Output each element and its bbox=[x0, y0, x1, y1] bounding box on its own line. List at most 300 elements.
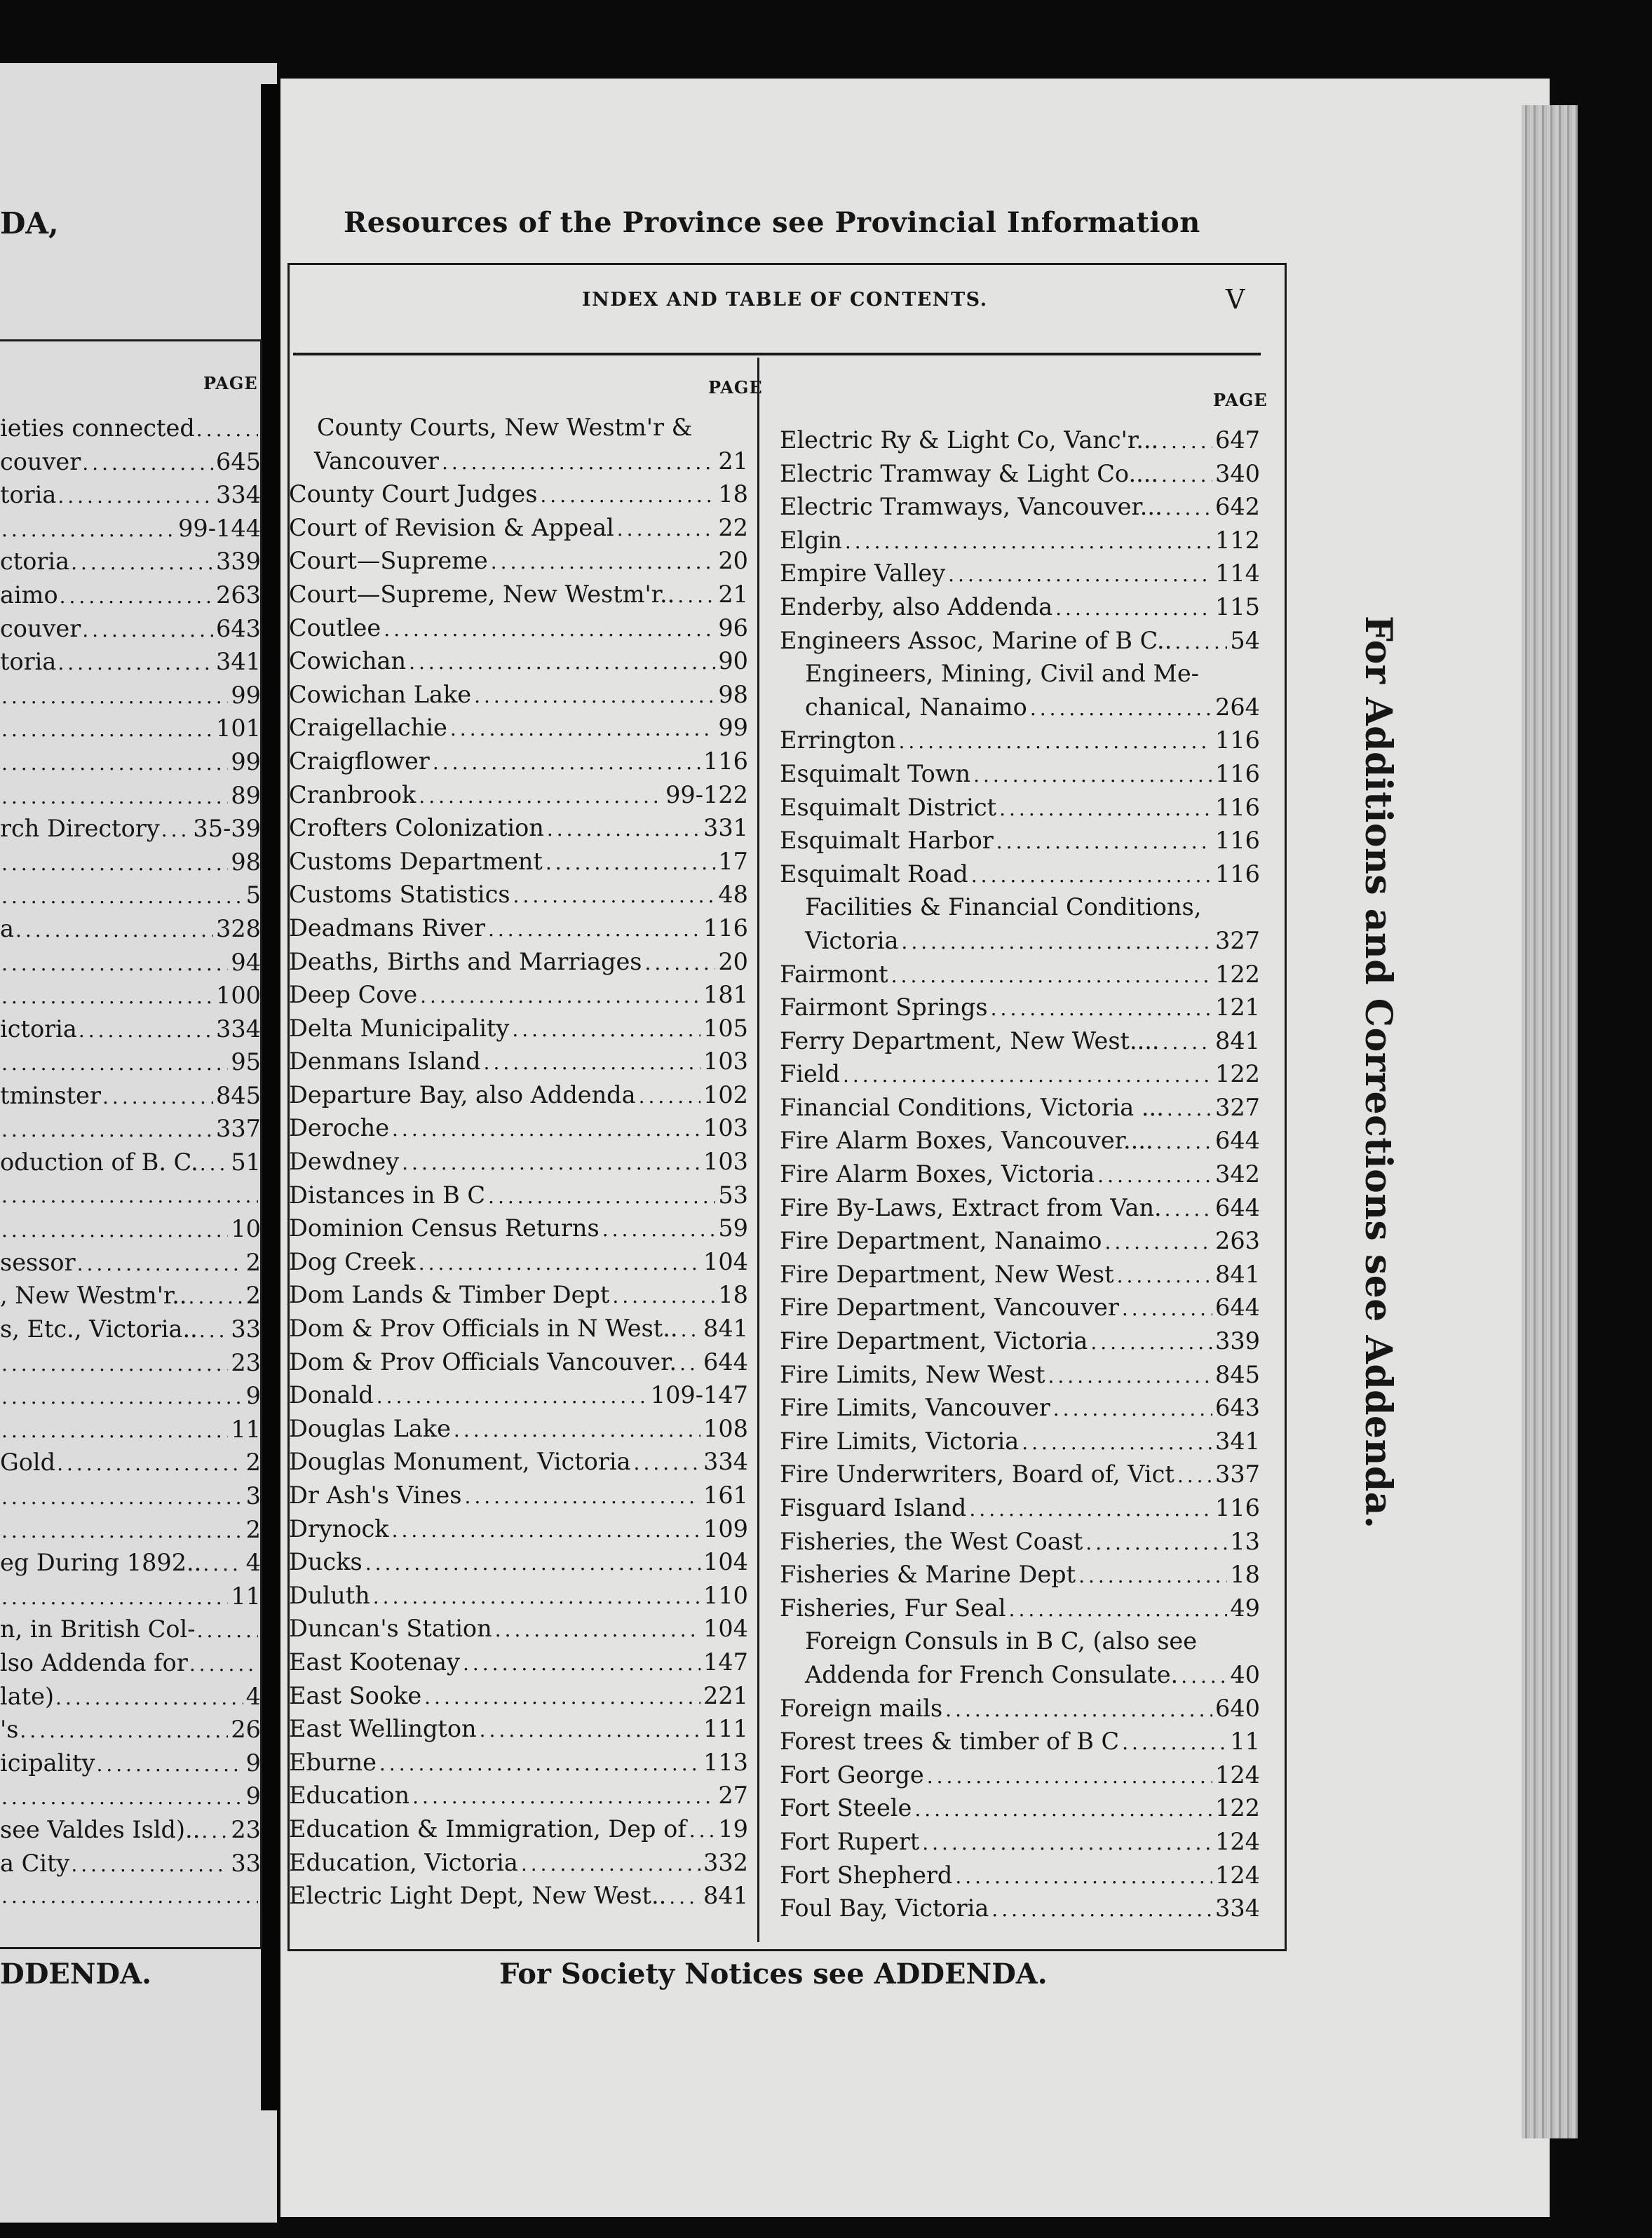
dot-leader bbox=[1161, 425, 1212, 459]
dot-leader bbox=[677, 579, 715, 613]
entry-page-number: 103 bbox=[703, 1148, 748, 1176]
entry-title: Ducks bbox=[289, 1548, 363, 1576]
dot-leader bbox=[639, 1080, 700, 1113]
left-running-head: DA, bbox=[0, 206, 59, 240]
entry-page-number: 116 bbox=[1215, 827, 1260, 855]
index-entry bbox=[780, 657, 1260, 691]
entry-title: ictoria bbox=[0, 1015, 77, 1043]
index-entry bbox=[780, 1224, 1260, 1258]
dot-leader bbox=[1, 1113, 213, 1147]
dot-leader bbox=[200, 1147, 229, 1181]
dot-leader bbox=[1, 1047, 228, 1080]
dot-leader bbox=[201, 1815, 228, 1848]
entry-title: East Kootenay bbox=[289, 1648, 460, 1676]
index-entry bbox=[780, 1658, 1260, 1692]
dot-leader bbox=[420, 979, 700, 1013]
entry-title: Ferry Department, New West.... bbox=[780, 1026, 1160, 1054]
entry-title: sessor bbox=[0, 1248, 76, 1276]
entry-page-number: 11 bbox=[1230, 1728, 1260, 1756]
entry-title: Fire Limits, New West bbox=[780, 1360, 1045, 1388]
entry-page-number: 90 bbox=[718, 647, 748, 675]
dot-leader bbox=[991, 992, 1212, 1026]
index-entry bbox=[289, 945, 748, 979]
dot-leader bbox=[1, 1414, 228, 1448]
entry-page-number: 105 bbox=[703, 1014, 748, 1042]
index-entry bbox=[0, 879, 261, 912]
index-entry bbox=[0, 545, 261, 578]
index-entry bbox=[289, 1045, 748, 1078]
entry-title: a bbox=[0, 914, 14, 942]
left-page-column bbox=[0, 412, 261, 1913]
index-entry bbox=[780, 1725, 1260, 1758]
dot-leader bbox=[373, 1580, 700, 1614]
dot-leader bbox=[1, 1581, 228, 1615]
entry-page-number: 48 bbox=[718, 881, 748, 909]
index-entry bbox=[289, 544, 748, 578]
entry-page-number: 640 bbox=[1215, 1694, 1260, 1722]
entry-title: Fire Limits, Vancouver bbox=[780, 1394, 1050, 1422]
entry-page-number: 328 bbox=[216, 914, 261, 942]
entry-title: 's bbox=[0, 1716, 19, 1744]
index-entry bbox=[0, 1713, 261, 1747]
entry-title: Duluth bbox=[289, 1581, 370, 1609]
dot-leader bbox=[1165, 1193, 1212, 1226]
index-entry bbox=[289, 1179, 748, 1212]
dot-leader bbox=[79, 1014, 213, 1047]
entry-title: Dr Ash's Vines bbox=[289, 1481, 462, 1509]
index-entry bbox=[0, 1212, 261, 1246]
dot-leader bbox=[669, 1880, 700, 1914]
dot-leader bbox=[57, 1447, 243, 1481]
entry-page-number: 116 bbox=[1215, 726, 1260, 754]
entry-title: Errington bbox=[780, 726, 896, 754]
index-entry bbox=[289, 1679, 748, 1713]
index-entry bbox=[0, 612, 261, 646]
entry-page-number: 841 bbox=[1215, 1026, 1260, 1054]
index-entry bbox=[289, 845, 748, 879]
entry-page-number: 341 bbox=[1215, 1427, 1260, 1455]
index-entry bbox=[289, 1078, 748, 1112]
entry-page-number: 104 bbox=[703, 1615, 748, 1643]
index-entry bbox=[0, 745, 261, 779]
dot-leader bbox=[901, 925, 1212, 959]
index-entry bbox=[0, 812, 261, 846]
entry-title: toria bbox=[0, 648, 57, 676]
entry-title: East Sooke bbox=[289, 1681, 422, 1709]
entry-page-number: 342 bbox=[1215, 1160, 1260, 1188]
entry-title: East Wellington bbox=[289, 1715, 477, 1743]
index-entry bbox=[289, 1145, 748, 1179]
dot-leader bbox=[57, 480, 213, 513]
index-entry bbox=[289, 1245, 748, 1279]
dot-leader bbox=[102, 1080, 213, 1114]
dot-leader bbox=[612, 1280, 715, 1313]
index-entry bbox=[780, 1758, 1260, 1792]
index-entry bbox=[780, 757, 1260, 791]
index-entry bbox=[289, 1545, 748, 1579]
entry-page-number: 2 bbox=[245, 1449, 261, 1477]
entry-title: Fisheries, the West Coast bbox=[780, 1527, 1083, 1555]
entry-title: Electric Light Dept, New West.. bbox=[289, 1882, 667, 1910]
entry-page-number: 9 bbox=[245, 1749, 261, 1777]
entry-title: Facilities & Financial Conditions, bbox=[805, 893, 1202, 921]
entry-page-number: 116 bbox=[1215, 793, 1260, 821]
entry-title: Fire Alarm Boxes, Vancouver.... bbox=[780, 1127, 1153, 1155]
index-entry bbox=[780, 691, 1260, 724]
dot-leader bbox=[1163, 1026, 1212, 1059]
index-entry bbox=[289, 1746, 748, 1779]
entry-page-number: 334 bbox=[703, 1448, 748, 1476]
entry-title: Dog Creek bbox=[289, 1247, 416, 1275]
dot-leader bbox=[1, 1214, 228, 1247]
entry-title: Drynock bbox=[289, 1514, 389, 1542]
dot-leader bbox=[1122, 1726, 1227, 1760]
index-entry bbox=[0, 712, 261, 745]
index-entry bbox=[780, 1892, 1260, 1925]
dot-leader bbox=[1177, 1459, 1212, 1493]
entry-page-number: 647 bbox=[1215, 426, 1260, 454]
dot-leader bbox=[679, 1347, 700, 1381]
index-entry bbox=[289, 1812, 748, 1846]
page-edges bbox=[1522, 105, 1578, 2138]
dot-leader bbox=[922, 1826, 1212, 1860]
index-entry bbox=[289, 1412, 748, 1446]
entry-title: Customs Department bbox=[289, 847, 543, 875]
entry-title: s, Etc., Victoria.. bbox=[0, 1315, 198, 1343]
dot-leader bbox=[82, 613, 213, 647]
dot-leader bbox=[996, 825, 1212, 859]
entry-page-number: 21 bbox=[718, 580, 748, 608]
entry-page-number: 645 bbox=[216, 447, 261, 475]
entry-title: ieties connected bbox=[0, 414, 195, 442]
index-entry bbox=[780, 490, 1260, 524]
entry-page-number: 334 bbox=[1215, 1894, 1260, 1922]
index-entry bbox=[289, 1879, 748, 1913]
dot-leader bbox=[199, 1314, 229, 1348]
dot-leader bbox=[1165, 491, 1212, 525]
entry-title: Field bbox=[780, 1060, 840, 1088]
dot-leader bbox=[57, 646, 213, 680]
index-entry bbox=[0, 1779, 261, 1813]
entry-page-number: 841 bbox=[703, 1882, 748, 1910]
index-entry bbox=[780, 1124, 1260, 1158]
entry-page-number: 263 bbox=[216, 581, 261, 609]
dot-leader bbox=[60, 580, 213, 613]
entry-page-number: 181 bbox=[703, 981, 748, 1009]
entry-title: Fire Department, Victoria bbox=[780, 1327, 1088, 1355]
index-entry bbox=[780, 1692, 1260, 1725]
entry-page-number: 18 bbox=[718, 1281, 748, 1309]
entry-title: Fisheries & Marine Dept bbox=[780, 1561, 1076, 1589]
entry-title: Electric Tramway & Light Co.... bbox=[780, 459, 1159, 487]
index-entry bbox=[0, 1479, 261, 1513]
entry-page-number: 264 bbox=[1215, 693, 1260, 721]
entry-page-number: 40 bbox=[1230, 1660, 1260, 1688]
dot-leader bbox=[1174, 625, 1227, 659]
index-entry bbox=[780, 1491, 1260, 1525]
entry-title: Esquimalt Road bbox=[780, 860, 968, 888]
entry-title: Deep Cove bbox=[289, 981, 418, 1009]
entry-page-number: 642 bbox=[1215, 493, 1260, 521]
index-entry bbox=[780, 1024, 1260, 1058]
index-title: INDEX AND TABLE OF CONTENTS. bbox=[582, 289, 988, 311]
dot-leader bbox=[15, 914, 213, 947]
index-entry bbox=[289, 1512, 748, 1546]
dot-leader bbox=[384, 613, 715, 646]
entry-title: Fire Alarm Boxes, Victoria bbox=[780, 1160, 1095, 1188]
entry-title: rch Directory bbox=[0, 815, 160, 843]
entry-title: Delta Municipality bbox=[289, 1014, 510, 1042]
dot-leader bbox=[1, 1781, 243, 1815]
dot-leader bbox=[602, 1213, 716, 1247]
entry-page-number: 13 bbox=[1230, 1527, 1260, 1555]
index-entry bbox=[289, 1646, 748, 1679]
entry-page-number: 116 bbox=[1215, 1494, 1260, 1521]
entry-title: Fort Shepherd bbox=[780, 1861, 953, 1889]
entry-title: couver bbox=[0, 614, 81, 642]
dot-leader bbox=[1167, 1092, 1212, 1126]
entry-page-number: 122 bbox=[1215, 1060, 1260, 1088]
entry-title: Craigflower bbox=[289, 747, 430, 775]
left-column-page-label: PAGE bbox=[708, 377, 763, 398]
index-entry bbox=[780, 1791, 1260, 1825]
dot-leader bbox=[71, 1848, 228, 1882]
entry-title: Foul Bay, Victoria bbox=[780, 1894, 989, 1922]
entry-title: Crofters Colonization bbox=[289, 814, 544, 842]
dot-leader bbox=[196, 413, 258, 447]
entry-page-number: 104 bbox=[703, 1247, 748, 1275]
dot-leader bbox=[1, 1481, 243, 1514]
index-entry bbox=[289, 578, 748, 611]
dot-leader bbox=[547, 813, 700, 846]
index-entry bbox=[780, 1558, 1260, 1592]
index-entry bbox=[0, 645, 261, 679]
entry-title: Fort Steele bbox=[780, 1794, 912, 1822]
entry-page-number: 4 bbox=[245, 1549, 261, 1577]
entry-title: Addenda for French Consulate. bbox=[805, 1660, 1179, 1688]
dot-leader bbox=[898, 725, 1212, 759]
entry-page-number: 19 bbox=[718, 1815, 748, 1843]
index-entry bbox=[780, 791, 1260, 825]
entry-page-number: 49 bbox=[1230, 1594, 1260, 1622]
dot-leader bbox=[1, 513, 175, 547]
entry-title: Fire By-Laws, Extract from Van. bbox=[780, 1193, 1162, 1221]
entry-title: Deroche bbox=[289, 1114, 390, 1142]
dot-leader bbox=[365, 1547, 700, 1580]
entry-title: County Court Judges bbox=[289, 480, 538, 508]
index-entry bbox=[780, 1625, 1260, 1658]
entry-title: eg During 1892.. bbox=[0, 1549, 202, 1577]
index-entry bbox=[289, 778, 748, 812]
index-entry bbox=[0, 1279, 261, 1313]
index-entry bbox=[780, 1324, 1260, 1358]
entry-page-number: 116 bbox=[1215, 759, 1260, 787]
index-entry bbox=[0, 445, 261, 479]
entry-title: aimo bbox=[0, 581, 58, 609]
index-entry bbox=[0, 412, 261, 445]
index-entry bbox=[780, 1458, 1260, 1491]
entry-page-number: 334 bbox=[216, 1015, 261, 1043]
dot-leader bbox=[464, 1480, 700, 1514]
entry-page-number: 339 bbox=[1215, 1327, 1260, 1355]
index-entry bbox=[0, 846, 261, 879]
index-entry bbox=[0, 512, 261, 545]
entry-page-number: 332 bbox=[703, 1848, 748, 1876]
index-entry bbox=[289, 1445, 748, 1479]
entry-title: tminster bbox=[0, 1081, 102, 1109]
dot-leader bbox=[1, 847, 228, 881]
index-entry bbox=[780, 924, 1260, 958]
dot-leader bbox=[480, 1714, 700, 1747]
dot-leader bbox=[617, 513, 716, 546]
entry-title: Deaths, Births and Marriages bbox=[289, 947, 642, 975]
entry-title: Gold bbox=[0, 1449, 56, 1477]
dot-leader bbox=[1085, 1526, 1227, 1560]
index-entry bbox=[289, 1712, 748, 1746]
index-entry bbox=[0, 1747, 261, 1780]
entry-page-number: 101 bbox=[216, 714, 261, 742]
entry-title: Court—Supreme, New Westm'r.. bbox=[289, 580, 675, 608]
dot-leader bbox=[1161, 459, 1212, 492]
index-entry bbox=[0, 1045, 261, 1079]
index-entry bbox=[780, 1158, 1260, 1191]
dot-leader bbox=[450, 712, 715, 746]
entry-page-number: 18 bbox=[718, 480, 748, 508]
dot-leader bbox=[1090, 1326, 1212, 1359]
dot-leader bbox=[945, 1693, 1212, 1727]
index-entry bbox=[289, 878, 748, 911]
entry-title: Esquimalt Town bbox=[780, 759, 971, 787]
dot-leader bbox=[1078, 1559, 1227, 1593]
entry-page-number: 116 bbox=[703, 747, 748, 775]
index-entry bbox=[289, 745, 748, 778]
entry-page-number: 23 bbox=[231, 1815, 261, 1843]
dot-leader bbox=[1097, 1159, 1212, 1193]
dot-leader bbox=[645, 947, 716, 980]
dot-leader bbox=[189, 1280, 243, 1314]
entry-page-number: 99-144 bbox=[178, 514, 261, 542]
index-entry bbox=[780, 1525, 1260, 1559]
entry-title: Vancouver bbox=[314, 447, 439, 475]
index-entry bbox=[289, 644, 748, 678]
entry-page-number: 98 bbox=[718, 680, 748, 708]
index-entry bbox=[780, 1291, 1260, 1324]
entry-title: Douglas Lake bbox=[289, 1414, 451, 1442]
entry-page-number: 263 bbox=[1215, 1227, 1260, 1255]
entry-title: Victoria bbox=[805, 926, 899, 954]
index-entry bbox=[780, 890, 1260, 924]
index-entry bbox=[780, 457, 1260, 491]
entry-page-number: 17 bbox=[718, 847, 748, 875]
index-entry bbox=[289, 1579, 748, 1613]
entry-title: Dom Lands & Timber Dept bbox=[289, 1281, 610, 1309]
entry-title: Eburne bbox=[289, 1748, 377, 1776]
entry-page-number: 845 bbox=[1215, 1360, 1260, 1388]
index-entry bbox=[0, 1613, 261, 1646]
dot-leader bbox=[20, 1714, 228, 1748]
index-entry bbox=[0, 912, 261, 946]
index-entry bbox=[780, 1592, 1260, 1625]
index-entry bbox=[289, 811, 748, 845]
index-entry bbox=[0, 1580, 261, 1613]
entry-page-number: 327 bbox=[1215, 1093, 1260, 1121]
entry-page-number: 102 bbox=[703, 1080, 748, 1108]
dot-leader bbox=[845, 525, 1212, 559]
entry-page-number: 2 bbox=[245, 1515, 261, 1543]
index-entry bbox=[0, 1379, 261, 1413]
entry-title: Dom & Prov Officials in N West.. bbox=[289, 1315, 678, 1343]
entry-title: Esquimalt Harbor bbox=[780, 827, 994, 855]
entry-title: Empire Valley bbox=[780, 560, 946, 588]
dot-leader bbox=[409, 646, 715, 679]
entry-page-number: 103 bbox=[703, 1047, 748, 1076]
entry-page-number: 337 bbox=[1215, 1460, 1260, 1488]
dot-leader bbox=[1, 980, 213, 1014]
index-entry bbox=[780, 624, 1260, 658]
index-entry bbox=[780, 423, 1260, 457]
dot-leader bbox=[927, 1760, 1212, 1793]
dot-leader bbox=[1055, 592, 1212, 625]
entry-page-number: 99 bbox=[718, 714, 748, 742]
dot-leader bbox=[973, 759, 1212, 792]
entry-page-number: 109 bbox=[703, 1514, 748, 1542]
index-right-column bbox=[780, 423, 1260, 1925]
entry-page-number: 27 bbox=[718, 1782, 748, 1810]
entry-title: Coutlee bbox=[289, 613, 381, 642]
index-entry bbox=[780, 1859, 1260, 1892]
entry-page-number: 33 bbox=[231, 1849, 261, 1877]
dot-leader bbox=[412, 1780, 715, 1814]
right-column-page-label: PAGE bbox=[1213, 390, 1268, 410]
dot-leader bbox=[491, 545, 716, 579]
entry-page-number: 100 bbox=[216, 982, 261, 1010]
index-entry bbox=[780, 1091, 1260, 1125]
entry-page-number: 124 bbox=[1215, 1827, 1260, 1855]
entry-title: Fire Limits, Victoria bbox=[780, 1427, 1020, 1455]
entry-page-number: 644 bbox=[703, 1348, 748, 1376]
dot-leader bbox=[1, 1348, 228, 1381]
entry-title: Education, Victoria bbox=[289, 1848, 518, 1876]
entry-page-number: 2 bbox=[245, 1282, 261, 1310]
entry-page-number: 122 bbox=[1215, 960, 1260, 988]
entry-page-number: 116 bbox=[703, 914, 748, 942]
entry-page-number: 96 bbox=[718, 613, 748, 642]
dot-leader bbox=[392, 1113, 700, 1146]
dot-leader bbox=[689, 1814, 716, 1847]
entry-title: Fire Department, New West bbox=[780, 1260, 1114, 1288]
index-entry bbox=[289, 1345, 748, 1379]
entry-page-number: 334 bbox=[216, 481, 261, 509]
entry-title: Engineers, Mining, Civil and Me- bbox=[805, 660, 1199, 688]
entry-title: Electric Tramways, Vancouver... bbox=[780, 493, 1163, 521]
entry-page-number: 18 bbox=[1230, 1561, 1260, 1589]
entry-title: Fire Department, Nanaimo bbox=[780, 1227, 1102, 1255]
running-head: Resources of the Province see Provincial Information bbox=[344, 206, 1200, 239]
index-entry bbox=[780, 1425, 1260, 1458]
entry-title: Fort Rupert bbox=[780, 1827, 920, 1855]
dot-leader bbox=[999, 792, 1212, 826]
index-entry bbox=[780, 1391, 1260, 1425]
dot-leader bbox=[681, 1313, 700, 1347]
index-entry bbox=[0, 1646, 261, 1680]
index-entry bbox=[289, 711, 748, 745]
index-entry bbox=[289, 1111, 748, 1145]
index-entry bbox=[780, 1191, 1260, 1225]
entry-page-number: 124 bbox=[1215, 1761, 1260, 1789]
entry-page-number: 9 bbox=[245, 1382, 261, 1410]
side-note: For Additions and Corrections see Addenda. bbox=[1357, 616, 1400, 1529]
index-entry bbox=[0, 1513, 261, 1547]
